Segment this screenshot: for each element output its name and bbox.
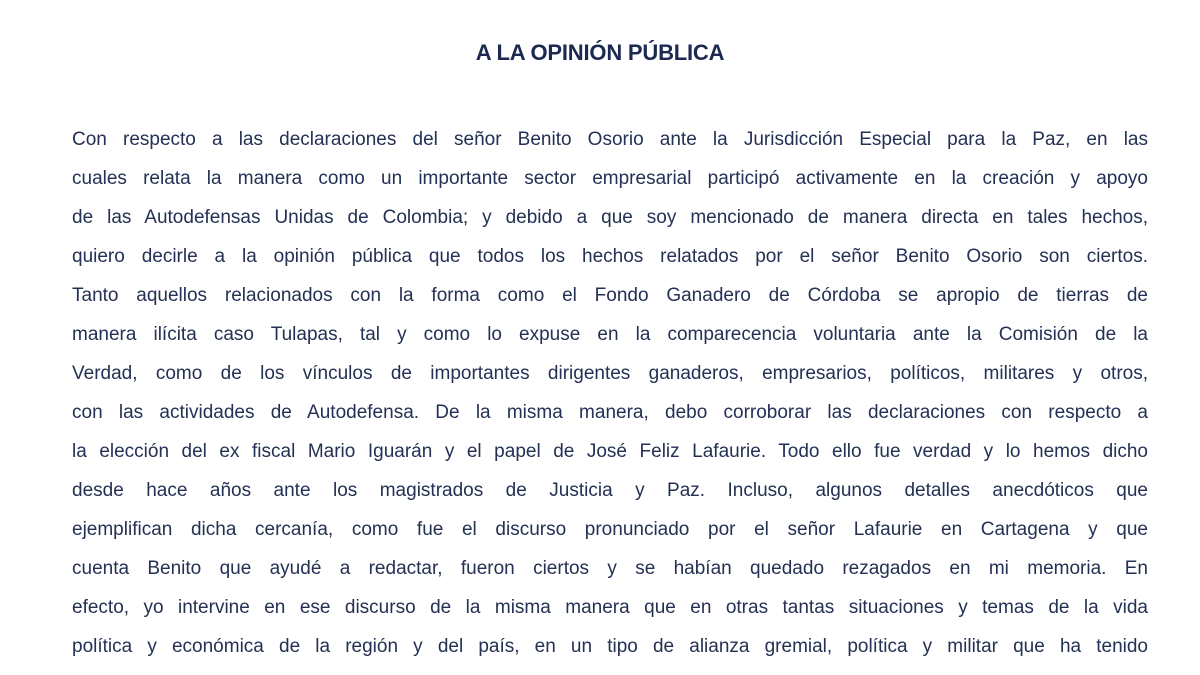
body-line: efecto, yo intervine en ese discurso de la misma manera que en otras tantas situaciones y temas de la vida: [72, 597, 1148, 618]
body-line: quiero decirle a la opinión pública que todos los hechos relatados por el señor Benito Osorio son ciertos.: [72, 246, 1148, 267]
body-line: Con respecto a las declaraciones del señor Benito Osorio ante la Jurisdicción Especial para la Paz, en las: [72, 129, 1148, 150]
body-line: desde hace años ante los magistrados de Justicia y Paz. Incluso, algunos detalles anecdóticos que: [72, 480, 1148, 501]
body-line: política y económica de la región y del país, en un tipo de alianza gremial, política y militar que ha tenido: [72, 636, 1148, 657]
document-body: [72, 124, 1148, 670]
document-title: A LA OPINIÓN PÚBLICA: [475, 40, 725, 65]
body-line: ejemplifican dicha cercanía, como fue el discurso pronunciado por el señor Lafaurie en Cartagena y que: [72, 519, 1148, 540]
body-line: Tanto aquellos relacionados con la forma como el Fondo Ganadero de Córdoba se apropio de tierras de: [72, 285, 1148, 306]
body-line: manera ilícita caso Tulapas, tal y como lo expuse en la comparecencia voluntaria ante la Comisión de la: [72, 324, 1148, 345]
body-line: la elección del ex fiscal Mario Iguarán y el papel de José Feliz Lafaurie. Todo ello fue verdad y lo hemos dicho: [72, 441, 1148, 462]
body-line: con las actividades de Autodefensa. De la misma manera, debo corroborar las declaraciones con respecto a: [72, 402, 1148, 423]
body-line: cuenta Benito que ayudé a redactar, fueron ciertos y se habían quedado rezagados en mi memoria. En: [72, 558, 1148, 579]
body-line: Verdad, como de los vínculos de importantes dirigentes ganaderos, empresarios, políticos, militares y otros,: [72, 363, 1148, 384]
body-line: cuales relata la manera como un importante sector empresarial participó activamente en la creación y apoyo: [72, 168, 1148, 189]
body-line: de las Autodefensas Unidas de Colombia; y debido a que soy mencionado de manera directa en tales hechos,: [72, 207, 1148, 228]
